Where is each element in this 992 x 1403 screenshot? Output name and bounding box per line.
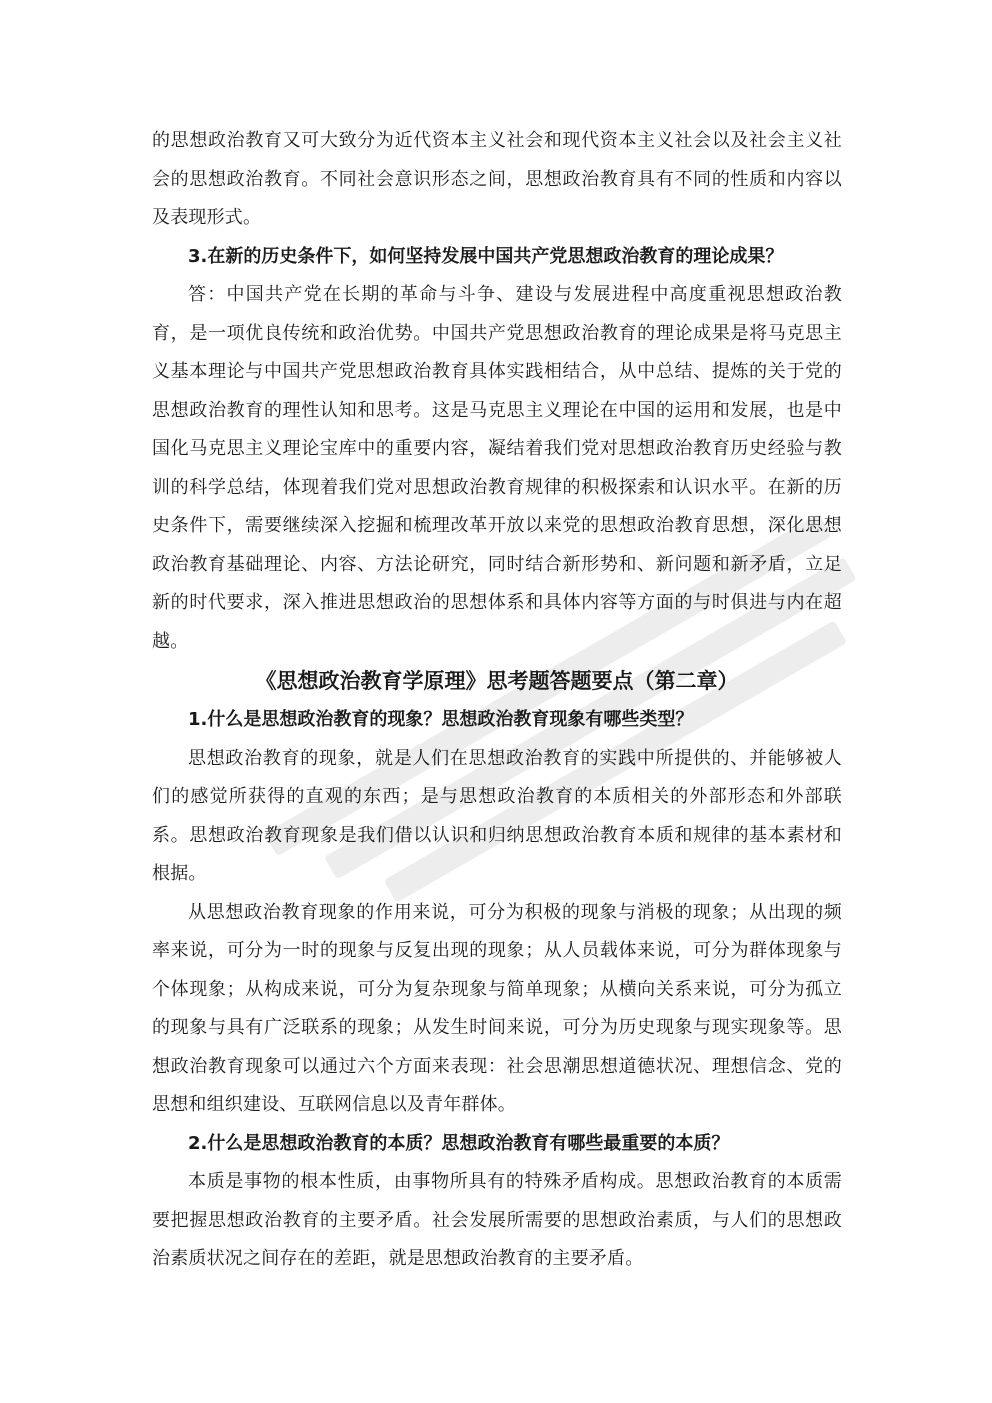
answer-1-paragraph-2: 从思想政治教育现象的作用来说，可分为积极的现象与消极的现象；从出现的频率来说，可分为一时的现象与反复出现的现象；从人员载体来说，可分为群体现象与个体现象；从构成来说，可分为复杂现象与简单现象；从横向关系来说，可分为孤立的现象与具有广泛联系的现象；从发生时间来说，可分为历史现象与现实现象等。思想政治教育现象可以通过六个方面来表现：社会思潮思想道德状况、理想信念、党的思想和组织建设、互联网信息以及青年群体。 <box>152 901 842 1115</box>
chapter-title: 《思想政治教育学原理》思考题答题要点（第二章） <box>255 669 739 693</box>
answer-2-paragraph: 本质是事物的根本性质，由事物所具有的特殊矛盾构成。思想政治教育的本质需要把握思想政治教育的主要矛盾。社会发展所需要的思想政治素质，与人们的思想政治素质状况之间存在的差距，就是思想政治教育的主要矛盾。 <box>152 1171 842 1269</box>
paragraph-continuation: 的思想政治教育又可大致分为近代资本主义社会和现代资本主义社会以及社会主义社会的思想政治教育。不同社会意识形态之间，思想政治教育具有不同的性质和内容以及表现形式。 <box>152 130 842 228</box>
question-2-heading: 2.什么是思想政治教育的本质？思想政治教育有哪些最重要的本质？ <box>188 1132 730 1154</box>
document-page <box>152 122 842 1279</box>
answer-3-paragraph: 答：中国共产党在长期的革命与斗争、建设与发展进程中高度重视思想政治教育，是一项优良传统和政治优势。中国共产党思想政治教育的理论成果是将马克思主义基本理论与中国共产党思想政治教育具体实践相结合，从中总结、提炼的关于党的思想政治教育的理性认知和思考。这是马克思主义理论在中国的运用和发展，也是中国化马克思主义理论宝库中的重要内容，凝结着我们党对思想政治教育历史经验与教训的科学总结，体现着我们党对思想政治教育规律的积极探索和认识水平。在新的历史条件下，需要继续深入挖掘和梳理改革开放以来党的思想政治教育思想，深化思想政治教育基础理论、内容、方法论研究，同时结合新形势和、新问题和新矛盾，立足新的时代要求，深入推进思想政治的思想体系和具体内容等方面的与时俱进与内在超越。 <box>152 284 842 652</box>
question-3-heading: 3.在新的历史条件下，如何坚持发展中国共产党思想政治教育的理论成果？ <box>188 245 784 267</box>
question-1-heading: 1.什么是思想政治教育的现象？思想政治教育现象有哪些类型？ <box>188 709 694 730</box>
answer-1-paragraph-1: 思想政治教育的现象，就是人们在思想政治教育的实践中所提供的、并能够被人们的感觉所获得的直观的东西；是与思想政治教育的本质相关的外部形态和外部联系。思想政治教育现象是我们借以认识和归纳思想政治教育本质和规律的基本素材和根据。 <box>152 747 842 884</box>
